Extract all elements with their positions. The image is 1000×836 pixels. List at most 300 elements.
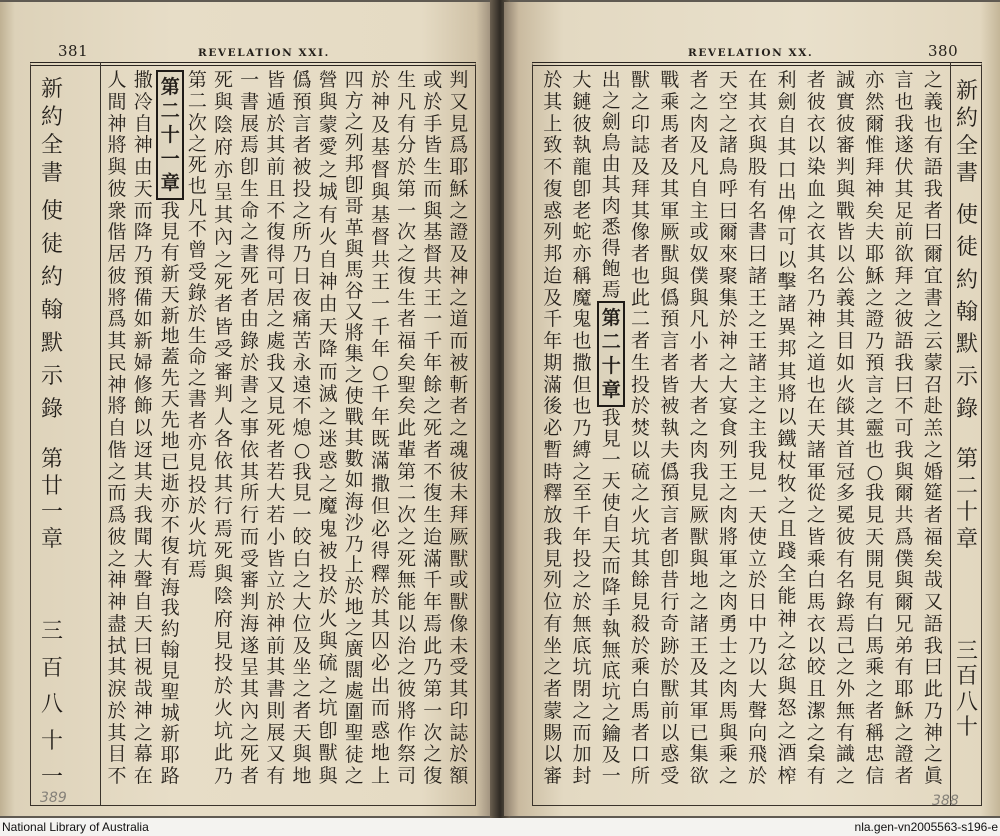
character: 馬 [631, 699, 651, 722]
character: 八 [955, 689, 978, 715]
text-column [263, 70, 289, 786]
character: 章 [955, 526, 978, 552]
character: 鑰 [601, 722, 621, 745]
character: 數 [344, 448, 364, 471]
character: 之 [777, 495, 797, 518]
character: 被 [449, 351, 469, 374]
character: 與 [214, 91, 234, 114]
character: 出 [777, 181, 797, 204]
character: 可 [894, 417, 914, 439]
character: 忿 [777, 652, 797, 675]
character: 十 [40, 728, 63, 754]
character: 祭 [397, 743, 417, 766]
character: 遁 [266, 90, 286, 113]
character: 之 [240, 395, 260, 418]
character: 二 [397, 482, 417, 505]
character: 將 [397, 699, 417, 722]
character: 之 [689, 90, 709, 113]
character: 之 [133, 721, 153, 744]
character: 二 [187, 90, 207, 113]
character: 爾 [923, 243, 943, 265]
character: 主 [748, 417, 768, 439]
character: 龍 [572, 156, 592, 178]
text-column [714, 70, 743, 786]
character: 自 [777, 113, 797, 136]
character: 之 [187, 367, 207, 390]
character: 戰 [836, 199, 856, 222]
character: 督 [370, 226, 390, 249]
character: 則 [266, 699, 286, 722]
character: 上 [370, 764, 390, 787]
character: 天 [318, 315, 338, 338]
character: 之 [344, 364, 364, 387]
character: 卽 [240, 156, 260, 178]
character: 其 [240, 678, 260, 700]
character: 奇 [660, 612, 680, 635]
character: 聲 [133, 569, 153, 592]
character: 語 [894, 330, 914, 352]
character: 地 [689, 569, 709, 592]
character: 潔 [806, 699, 826, 722]
character: 有 [894, 656, 914, 679]
character: 一 [292, 504, 312, 526]
character: 皆 [806, 525, 826, 548]
character: 依 [240, 438, 260, 461]
character: 彼 [836, 112, 856, 135]
character: ○ [866, 460, 884, 483]
character: 天 [718, 69, 738, 91]
character: 痛 [292, 308, 312, 331]
character: 皆 [266, 547, 286, 570]
character: 其 [133, 460, 153, 483]
character: 復 [543, 177, 563, 200]
character: 又 [266, 373, 286, 396]
character: 立 [266, 569, 286, 592]
character: 目 [836, 330, 856, 352]
character: 坑 [214, 719, 234, 742]
character: 己 [836, 634, 856, 657]
character: 年 [572, 525, 592, 548]
character: 與 [836, 177, 856, 200]
character: 其 [107, 721, 127, 744]
character: 弟 [894, 634, 914, 657]
character: 降 [318, 338, 338, 361]
character: 之 [572, 699, 592, 722]
character: 見 [214, 629, 234, 652]
character: 底 [572, 634, 592, 657]
character: 將 [107, 286, 127, 309]
text-column [538, 70, 567, 786]
character: 以 [133, 417, 153, 439]
character: 聚 [718, 264, 738, 287]
character: 使 [955, 203, 978, 228]
character: 天 [133, 612, 153, 635]
character: 榨 [777, 764, 797, 787]
character: 被 [292, 156, 312, 178]
character: 劍 [777, 91, 797, 114]
character: 預 [660, 308, 680, 331]
character: 一 [601, 449, 621, 472]
character: 於 [397, 156, 417, 178]
character: 前 [894, 221, 914, 244]
character: 惟 [865, 134, 885, 157]
character: 判 [449, 69, 469, 91]
character: 手 [601, 596, 621, 619]
character: 新 [133, 330, 153, 352]
character: 必 [370, 652, 390, 675]
character: 大 [266, 482, 286, 505]
text-column [889, 70, 918, 786]
character: 有 [865, 591, 885, 613]
character: 列 [543, 569, 563, 592]
character: 與 [214, 562, 234, 585]
character: 我 [748, 438, 768, 461]
character: 獸 [449, 591, 469, 613]
character: 者 [240, 765, 260, 787]
character: 亦 [187, 431, 207, 454]
character: 約 [40, 265, 63, 290]
text-column [367, 70, 393, 786]
character: 白 [631, 678, 651, 700]
character: 無 [601, 638, 621, 661]
character: 枲 [806, 743, 826, 766]
character: 中 [748, 612, 768, 635]
character: 蓋 [160, 346, 180, 369]
character: 其 [631, 199, 651, 222]
character: 地 [292, 765, 312, 787]
character: 拜 [894, 264, 914, 287]
margin-book-name [39, 78, 65, 186]
character: 自 [689, 177, 709, 200]
character: 之 [631, 90, 651, 113]
character: 及 [631, 156, 651, 178]
character: 之 [748, 395, 768, 418]
character: 修 [133, 373, 153, 396]
character: 於 [370, 585, 390, 608]
character: 行 [660, 591, 680, 613]
character: 鳥 [718, 156, 738, 178]
character: 凡 [397, 90, 417, 113]
character: 其 [836, 308, 856, 331]
character: 出 [370, 674, 390, 697]
character: 惑 [318, 450, 338, 473]
character: 次 [423, 721, 443, 744]
character: 魔 [318, 495, 338, 518]
character: 彼 [836, 525, 856, 548]
text-column [597, 70, 626, 786]
character: 士 [718, 634, 738, 657]
character: 列 [543, 221, 563, 244]
character: 彼 [107, 264, 127, 287]
character: 之 [266, 308, 286, 331]
character: 者 [543, 678, 563, 700]
character: 第 [40, 447, 63, 472]
character: 預 [660, 482, 680, 505]
character: 與 [689, 286, 709, 309]
character: 者 [266, 438, 286, 461]
character: 翰 [955, 299, 978, 325]
character: 以 [748, 656, 768, 679]
text-column [802, 70, 831, 786]
character: 一 [40, 500, 63, 526]
character: 地 [344, 595, 364, 618]
character: 書 [240, 373, 260, 396]
character: 其 [777, 360, 797, 383]
character: 軍 [806, 460, 826, 483]
character: 淚 [107, 678, 127, 700]
character: 與 [718, 721, 738, 744]
character: 神 [318, 270, 338, 293]
character: 千 [543, 308, 563, 331]
character: 拭 [107, 634, 127, 657]
character: 曰 [133, 634, 153, 657]
text-column [831, 70, 860, 786]
character: 囚 [370, 629, 390, 652]
character: 皆 [660, 373, 680, 396]
character: 皆 [214, 315, 234, 338]
character: 見 [689, 482, 709, 505]
character: 二 [631, 308, 651, 331]
character: 軍 [660, 199, 680, 222]
character: 肉 [689, 112, 709, 135]
character: 獸 [660, 243, 680, 265]
character: 由 [318, 293, 338, 316]
character: 其 [240, 460, 260, 483]
character: 杖 [777, 450, 797, 473]
character: 我 [543, 525, 563, 548]
character: 坐 [292, 656, 312, 679]
character: 死 [240, 264, 260, 287]
character: 有 [266, 765, 286, 787]
character: 然 [865, 90, 885, 113]
character: 後 [543, 395, 563, 418]
character: 共 [894, 504, 914, 526]
character: 聖 [397, 373, 417, 396]
character: 邦 [344, 153, 364, 176]
footer-institution: National Library of Australia [2, 820, 149, 834]
character: 呈 [214, 181, 234, 204]
character: 之 [718, 656, 738, 679]
character: 也 [865, 438, 885, 461]
character: 能 [777, 585, 797, 608]
character: 迓 [133, 438, 153, 461]
character: 與 [777, 674, 797, 697]
character: 其 [777, 136, 797, 159]
character: 焚 [631, 417, 651, 439]
character: 而 [107, 482, 127, 505]
character: 聖 [344, 722, 364, 745]
character: 之 [806, 721, 826, 744]
character: 必 [543, 417, 563, 439]
character: 於 [266, 112, 286, 135]
margin-separator-line [950, 62, 951, 806]
character: 出 [601, 69, 621, 91]
character: 諸 [748, 264, 768, 287]
character: 之 [923, 308, 943, 331]
character: 且 [806, 678, 826, 700]
character: 獸 [689, 525, 709, 548]
character: 城 [318, 181, 338, 204]
character: 有 [543, 612, 563, 635]
running-head: REVELATION XXI. [198, 47, 330, 59]
character: 海 [160, 576, 180, 599]
character: 與 [689, 547, 709, 570]
character: 列 [344, 132, 364, 155]
character: 預 [292, 90, 312, 113]
character: 鳥 [601, 132, 621, 155]
character: 獸 [318, 742, 338, 765]
character: 錄 [836, 591, 856, 613]
character: 錄 [240, 330, 260, 352]
character: 視 [133, 656, 153, 679]
character: 上 [344, 553, 364, 576]
character: 穌 [865, 264, 885, 287]
character: 不 [266, 199, 286, 222]
character: 於 [449, 743, 469, 766]
character: 義 [836, 286, 856, 309]
character: 其 [631, 547, 651, 570]
character: 一 [423, 308, 443, 331]
character: 肉 [718, 504, 738, 526]
character: 曰 [923, 221, 943, 244]
character: 約 [955, 267, 978, 293]
character: 其 [370, 607, 390, 630]
character: 輩 [397, 438, 417, 461]
character: 年 [423, 591, 443, 613]
character: 約 [160, 618, 180, 641]
character: 及 [292, 634, 312, 657]
character: 此 [923, 678, 943, 700]
character: 之 [777, 719, 797, 742]
character: 之 [836, 765, 856, 787]
character: 也 [806, 373, 826, 396]
character: 厥 [689, 504, 709, 526]
margin-separator-line [100, 62, 101, 806]
character: 內 [214, 226, 234, 249]
character: 天 [292, 721, 312, 744]
character: 有 [923, 134, 943, 157]
character: 於 [107, 699, 127, 722]
pencil-page-note: 389 [40, 790, 67, 806]
character: 股 [748, 156, 768, 178]
character: 天 [748, 504, 768, 526]
character: 乘 [806, 547, 826, 570]
character: 首 [836, 438, 856, 461]
character: 已 [689, 721, 709, 744]
character: 此 [214, 742, 234, 765]
page-number: 381 [58, 42, 89, 60]
character: 與 [370, 181, 390, 204]
character: 共 [370, 248, 390, 271]
character: 大 [689, 373, 709, 396]
character: 悉 [601, 216, 621, 239]
character: 於 [748, 569, 768, 592]
character: 道 [449, 308, 469, 331]
character: 者 [631, 721, 651, 744]
character: 撒 [133, 69, 153, 91]
character: 也 [631, 264, 651, 287]
character: 其 [689, 678, 709, 700]
character: 第 [397, 460, 417, 483]
character: 縛 [572, 438, 592, 461]
character: 年 [370, 405, 390, 428]
character: 者 [660, 351, 680, 374]
character: 審 [543, 765, 563, 787]
character: 章 [40, 526, 63, 552]
character: 之 [718, 569, 738, 592]
text-column [210, 70, 236, 786]
character: 之 [689, 417, 709, 439]
character: 如 [344, 469, 364, 492]
character: 大 [292, 591, 312, 613]
character: 投 [318, 562, 338, 585]
character: 見 [543, 547, 563, 570]
character: 火 [836, 373, 856, 396]
text-column [130, 70, 156, 786]
character: 之 [240, 221, 260, 244]
character: 賜 [543, 721, 563, 744]
character: 之 [572, 569, 592, 592]
character: 生 [423, 156, 443, 178]
character: 馬 [806, 591, 826, 613]
character: 彼 [572, 112, 592, 135]
character: 十 [601, 355, 621, 378]
character: 呈 [240, 656, 260, 679]
character: 內 [240, 699, 260, 722]
character: 於 [572, 591, 592, 613]
character: 展 [240, 112, 260, 135]
character: 乃 [133, 243, 153, 265]
character: 不 [187, 218, 207, 241]
character: 期 [543, 351, 563, 374]
character: 徒 [344, 743, 364, 766]
character: 及 [543, 286, 563, 309]
character: 其 [894, 177, 914, 200]
character: 以 [806, 634, 826, 657]
character: 次 [187, 111, 207, 134]
character: 與 [660, 264, 680, 287]
character: 基 [370, 136, 390, 159]
character: 忠 [865, 743, 885, 766]
character: 之 [865, 395, 885, 418]
character: 衣 [748, 112, 768, 135]
character: 坑 [601, 680, 621, 703]
character: 之 [689, 591, 709, 613]
character: 得 [601, 237, 621, 260]
character: 僕 [894, 547, 914, 570]
character: 劍 [601, 111, 621, 134]
character: 僞 [660, 460, 680, 483]
character: 徒 [40, 232, 63, 257]
character: 爲 [449, 134, 469, 157]
character: 厥 [660, 221, 680, 244]
character: 書 [266, 678, 286, 700]
character: 矣 [397, 395, 417, 418]
footer [0, 818, 1000, 836]
character: 三 [955, 639, 978, 664]
character: 立 [748, 547, 768, 570]
character: 至 [572, 482, 592, 505]
character: 次 [397, 221, 417, 244]
character: 福 [923, 525, 943, 548]
character: 焉 [240, 134, 260, 157]
character: 自 [133, 112, 153, 135]
character: 滿 [370, 450, 390, 473]
character: 熄 [292, 417, 312, 439]
character: 哉 [923, 569, 943, 592]
character: 投 [292, 177, 312, 200]
character: 不 [423, 460, 443, 483]
